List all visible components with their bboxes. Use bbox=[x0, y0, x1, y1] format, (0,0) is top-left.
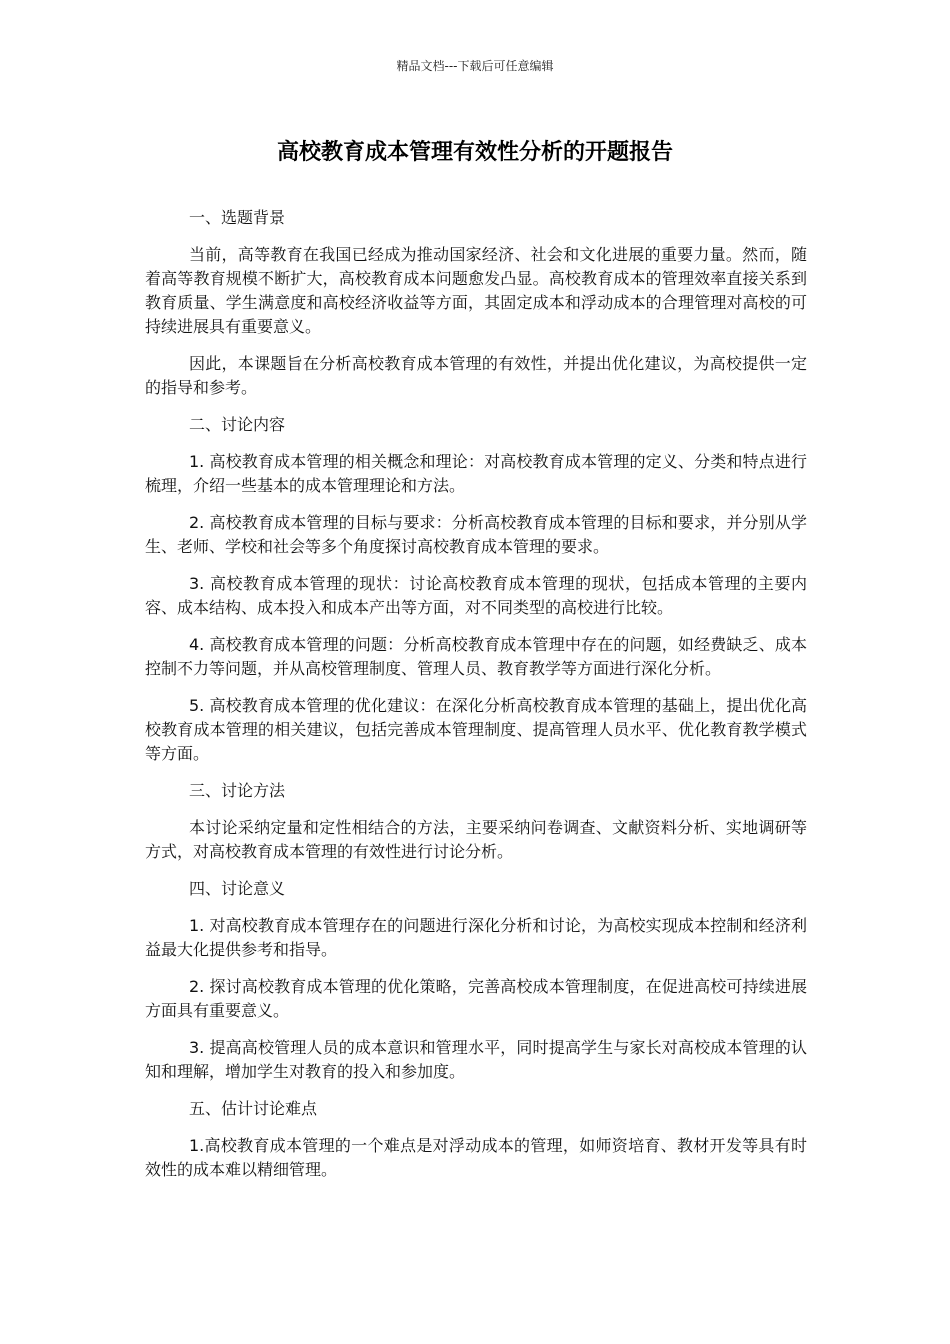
document-body bbox=[145, 206, 807, 1195]
list-item-content-2: 2. 高校教育成本管理的目标与要求：分析高校教育成本管理的目标和要求，并分别从学生、老师、学校和社会等多个角度探讨高校教育成本管理的要求。 bbox=[145, 513, 807, 556]
list-item-content-4: 4. 高校教育成本管理的问题：分析高校教育成本管理中存在的问题，如经费缺乏、成本控制不力等问题，并从高校管理制度、管理人员、教育教学等方面进行深化分析。 bbox=[145, 635, 807, 678]
document-title: 高校教育成本管理有效性分析的开题报告 bbox=[276, 140, 673, 165]
section-heading-method: 三、讨论方法 bbox=[189, 781, 286, 800]
section-heading-significance: 四、讨论意义 bbox=[189, 879, 286, 898]
paragraph-background: 当前，高等教育在我国已经成为推动国家经济、社会和文化进展的重要力量。然而，随着高等教育规模不断扩大，高校教育成本问题愈发凸显。高校教育成本的管理效率直接关系到教育质量、学生满意度和高校经济收益等方面，其固定成本和浮动成本的合理管理对高校的可持续进展具有重要意义。 bbox=[145, 245, 807, 336]
header-note: 精品文档---下载后可任意编辑 bbox=[396, 59, 554, 73]
list-item-significance-3: 3. 提高高校管理人员的成本意识和管理水平，同时提高学生与家长对高校成本管理的认知和理解，增加学生对教育的投入和参加度。 bbox=[145, 1038, 807, 1081]
section-heading-difficulties: 五、估计讨论难点 bbox=[189, 1099, 318, 1118]
list-item-content-1: 1. 高校教育成本管理的相关概念和理论：对高校教育成本管理的定义、分类和特点进行梳理，介绍一些基本的成本管理理论和方法。 bbox=[145, 452, 807, 495]
list-item-significance-1: 1. 对高校教育成本管理存在的问题进行深化分析和讨论，为高校实现成本控制和经济利益最大化提供参考和指导。 bbox=[145, 916, 807, 959]
list-item-significance-2: 2. 探讨高校教育成本管理的优化策略，完善高校成本管理制度，在促进高校可持续进展方面具有重要意义。 bbox=[145, 977, 807, 1020]
paragraph-purpose: 因此，本课题旨在分析高校教育成本管理的有效性，并提出优化建议，为高校提供一定的指导和参考。 bbox=[145, 354, 807, 397]
list-item-content-5: 5. 高校教育成本管理的优化建议：在深化分析高校教育成本管理的基础上，提出优化高校教育成本管理的相关建议，包括完善成本管理制度、提高管理人员水平、优化教育教学模式等方面。 bbox=[145, 696, 807, 763]
paragraph-method: 本讨论采纳定量和定性相结合的方法，主要采纳问卷调查、文献资料分析、实地调研等方式，对高校教育成本管理的有效性进行讨论分析。 bbox=[145, 818, 807, 861]
section-heading-background: 一、选题背景 bbox=[189, 208, 286, 227]
list-item-content-3: 3. 高校教育成本管理的现状：讨论高校教育成本管理的现状，包括成本管理的主要内容、成本结构、成本投入和成本产出等方面，对不同类型的高校进行比较。 bbox=[145, 574, 807, 617]
list-item-difficulties-1: 1.高校教育成本管理的一个难点是对浮动成本的管理，如师资培育、教材开发等具有时效性的成本难以精细管理。 bbox=[145, 1136, 807, 1179]
section-heading-content: 二、讨论内容 bbox=[189, 415, 286, 434]
